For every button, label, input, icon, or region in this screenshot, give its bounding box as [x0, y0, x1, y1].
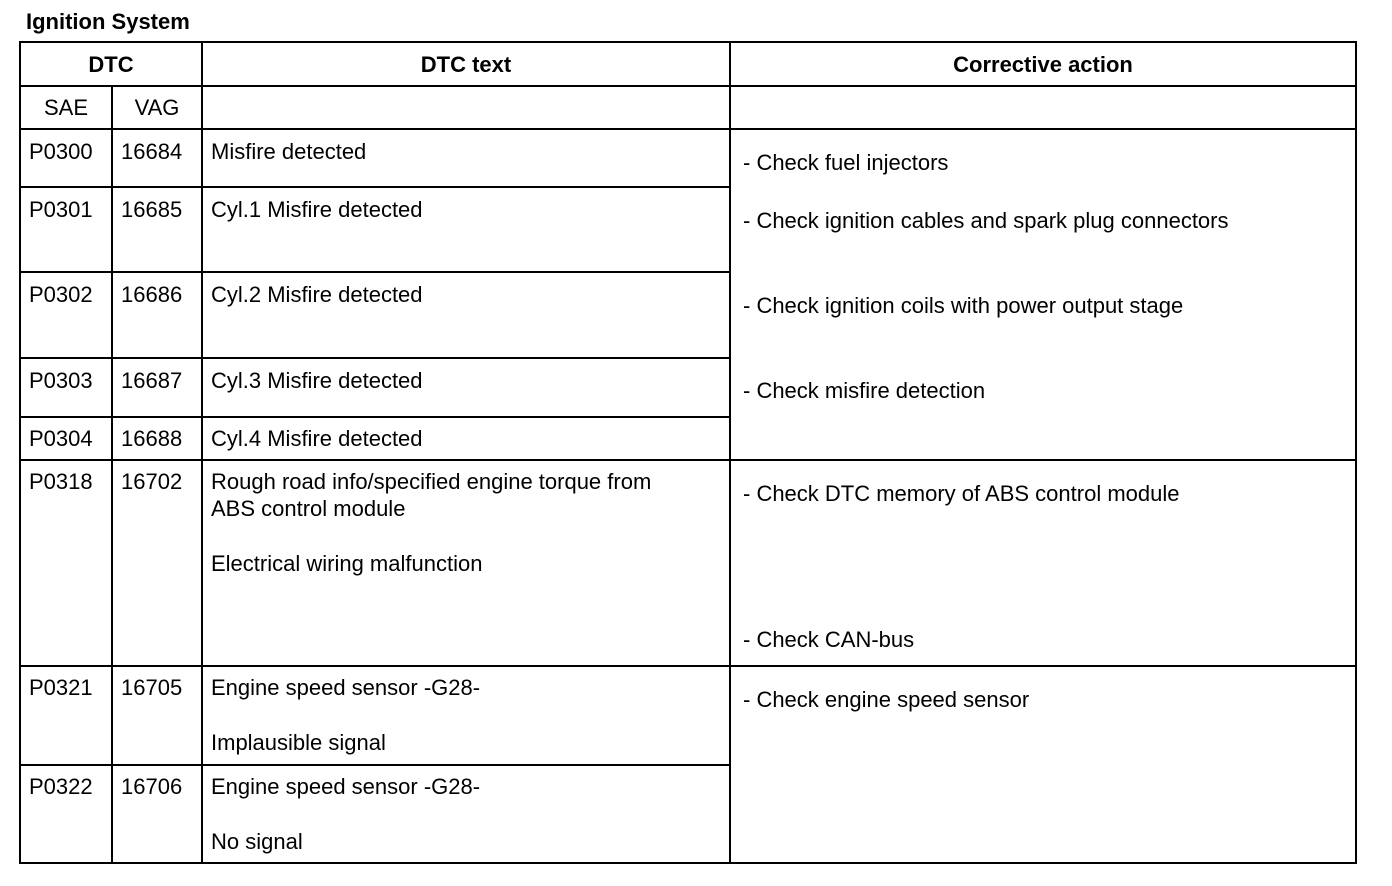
row-divider — [19, 357, 730, 359]
table-row-text: Rough road info/specified engine torque from — [211, 469, 652, 494]
col-divider-dtc-text — [201, 41, 203, 863]
page-title: Ignition System — [26, 9, 190, 34]
row-divider — [19, 764, 730, 766]
corrective-action-item: - Check fuel injectors — [743, 150, 949, 175]
header-sae: SAE — [43, 95, 89, 120]
table-row-text: Implausible signal — [211, 730, 386, 755]
corrective-action-item: - Check CAN-bus — [743, 627, 915, 652]
table-row-vag: 16688 — [121, 426, 183, 451]
table-row-sae: P0302 — [29, 282, 93, 307]
group-divider — [19, 665, 1357, 667]
table-row-sae: P0318 — [29, 469, 93, 494]
table-row-vag: 16706 — [121, 774, 183, 799]
table-row-text: Cyl.2 Misfire detected — [211, 282, 423, 307]
table-row-sae: P0301 — [29, 197, 93, 222]
col-divider-sae-vag — [111, 85, 113, 863]
corrective-action-item: - Check ignition cables and spark plug connectors — [743, 208, 1229, 233]
row-divider — [19, 416, 730, 418]
table-row-sae: P0322 — [29, 774, 93, 799]
header-dtc: DTC — [88, 52, 134, 77]
row-divider — [19, 186, 730, 188]
header-vag: VAG — [134, 95, 180, 120]
table-row-text: Engine speed sensor -G28- — [211, 675, 481, 700]
table-row-text: Cyl.4 Misfire detected — [211, 426, 423, 451]
table-row-text: No signal — [211, 829, 303, 854]
table-row-vag: 16687 — [121, 368, 183, 393]
header-bottom-rule — [19, 128, 1357, 130]
row-divider — [19, 271, 730, 273]
table-row-sae: P0303 — [29, 368, 93, 393]
col-divider-action — [729, 41, 731, 863]
table-row-text: Electrical wiring malfunction — [211, 551, 483, 576]
header-dtc-text: DTC text — [420, 52, 512, 77]
table-row-text: ABS control module — [211, 496, 406, 521]
table-row-sae: P0321 — [29, 675, 93, 700]
table-row-vag: 16684 — [121, 139, 183, 164]
corrective-action-item: - Check engine speed sensor — [743, 687, 1030, 712]
group-divider — [19, 459, 1357, 461]
table-row-text: Cyl.3 Misfire detected — [211, 368, 423, 393]
table-row-vag: 16685 — [121, 197, 183, 222]
corrective-action-item: - Check misfire detection — [743, 378, 986, 403]
table-row-vag: 16705 — [121, 675, 183, 700]
table-row-sae: P0300 — [29, 139, 93, 164]
corrective-action-item: - Check DTC memory of ABS control module — [743, 481, 1180, 506]
table-row-text: Cyl.1 Misfire detected — [211, 197, 423, 222]
table-row-sae: P0304 — [29, 426, 93, 451]
table-row-text: Misfire detected — [211, 139, 367, 164]
corrective-action-item: - Check ignition coils with power output stage — [743, 293, 1184, 318]
header-divider — [19, 85, 1357, 87]
table-row-text: Engine speed sensor -G28- — [211, 774, 481, 799]
table-row-vag: 16702 — [121, 469, 183, 494]
header-corrective-action: Corrective action — [953, 52, 1133, 77]
table-row-vag: 16686 — [121, 282, 183, 307]
